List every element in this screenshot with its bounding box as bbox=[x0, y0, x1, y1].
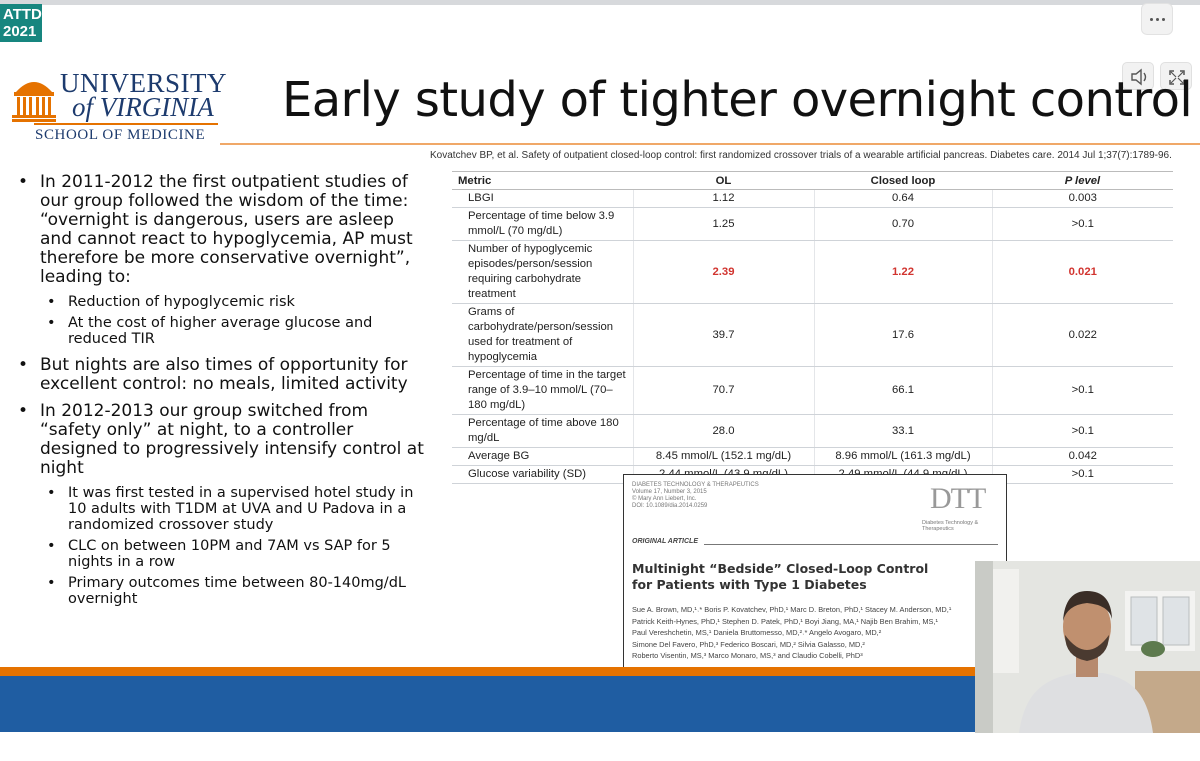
article-title-line: Multinight “Bedside” Closed-Loop Control bbox=[632, 561, 929, 576]
table-cell: 0.64 bbox=[814, 190, 992, 208]
bullet-list bbox=[18, 173, 428, 612]
author-line: Roberto Visentin, MS,³ Marco Monaro, MS,³ and Claudio Cobelli, PhD³ bbox=[632, 651, 863, 661]
table-cell: 17.6 bbox=[814, 304, 992, 367]
journal-name: DIABETES TECHNOLOGY & THERAPEUTICS bbox=[632, 482, 759, 488]
sub-bullet-item: • It was first tested in a supervised hotel study in 10 adults with T1DM at UVA and U Padova in a randomized crossover study bbox=[18, 485, 428, 533]
journal-publisher: © Mary Ann Liebert, Inc. bbox=[632, 496, 697, 502]
column-header: P level bbox=[992, 172, 1173, 190]
table-cell: >0.1 bbox=[992, 466, 1173, 484]
slide-title: Early study of tighter overnight control bbox=[282, 72, 1193, 128]
bullet-item: • In 2011-2012 the first outpatient studies of our group followed the wisdom of the time: “overnight is dangerous, users are asleep and cannot react to hypoglycemia, AP must therefore be more conservative overnight”, leading to: bbox=[18, 173, 428, 287]
table-cell: 0.70 bbox=[814, 208, 992, 241]
table-cell: >0.1 bbox=[992, 415, 1173, 448]
column-header: Metric bbox=[452, 172, 633, 190]
table-cell: LBGI bbox=[452, 190, 633, 208]
table-cell: Glucose variability (SD) bbox=[452, 466, 633, 484]
bullet-item: • In 2012-2013 our group switched from “safety only” at night, to a controller designed to progressively intensify control at night bbox=[18, 402, 428, 478]
table-cell: 8.45 mmol/L (152.1 mg/dL) bbox=[633, 448, 814, 466]
dtt-logo-subtitle: Diabetes Technology & Therapeutics bbox=[922, 520, 979, 532]
more-options-button[interactable] bbox=[1141, 3, 1173, 35]
results-table bbox=[452, 171, 1173, 484]
attd-logo-line1: ATTD bbox=[3, 6, 42, 23]
uva-word-university: UNIVERSITY bbox=[60, 68, 227, 98]
article-clipping bbox=[623, 474, 1007, 668]
table-cell: Average BG bbox=[452, 448, 633, 466]
journal-doi: DOI: 10.1089/dia.2014.0259 bbox=[632, 503, 708, 509]
sub-bullet-item: • CLC on between 10PM and 7AM vs SAP for 5 nights in a row bbox=[18, 538, 428, 570]
uva-rule bbox=[34, 123, 218, 125]
attd-logo-line2: 2021 bbox=[3, 23, 37, 40]
more-horizontal-icon-dot bbox=[1156, 18, 1159, 21]
more-horizontal-icon-dot bbox=[1162, 18, 1165, 21]
rotunda-icon bbox=[12, 70, 56, 122]
title-divider bbox=[220, 143, 1200, 145]
table-cell: 0.022 bbox=[992, 304, 1173, 367]
table-cell: 0.042 bbox=[992, 448, 1173, 466]
sub-bullet-item: • Reduction of hypoglycemic risk bbox=[18, 294, 428, 310]
table-cell: Percentage of time in the target range of 3.9–10 mmol/L (70–180 mg/dL) bbox=[452, 367, 633, 415]
table-cell: >0.1 bbox=[992, 367, 1173, 415]
table-cell: 1.12 bbox=[633, 190, 814, 208]
table-cell: 70.7 bbox=[633, 367, 814, 415]
table-cell: 66.1 bbox=[814, 367, 992, 415]
author-line: Sue A. Brown, MD,¹˒* Boris P. Kovatchev, PhD,¹ Marc D. Breton, PhD,¹ Stacey M. Anderson, MD,¹ bbox=[632, 605, 952, 614]
table-cell: 0.021 bbox=[992, 241, 1173, 304]
article-authors bbox=[632, 604, 1002, 662]
sub-bullet-item: • Primary outcomes time between 80-140mg/dL overnight bbox=[18, 575, 428, 607]
table-cell: >0.1 bbox=[992, 208, 1173, 241]
article-title bbox=[632, 561, 992, 593]
more-horizontal-icon bbox=[1150, 18, 1153, 21]
table-cell: Grams of carbohydrate/person/session used for treatment of hypoglycemia bbox=[452, 304, 633, 367]
column-header: Closed loop bbox=[814, 172, 992, 190]
table-row bbox=[452, 448, 1173, 466]
citation: Kovatchev BP, et al. Safety of outpatient closed-loop control: first randomized crossover trials of a wearable artificial pancreas. Diabetes care. 2014 Jul 1;37(7):1789-96. bbox=[430, 150, 1172, 161]
table-row bbox=[452, 415, 1173, 448]
table-row bbox=[452, 208, 1173, 241]
table-cell: 1.22 bbox=[814, 241, 992, 304]
author-line: Patrick Keith-Hynes, PhD,¹ Stephen D. Patek, PhD,¹ Boyi Jiang, MA,¹ Najib Ben Brahim, MS,¹ bbox=[632, 616, 939, 626]
table-cell: 28.0 bbox=[633, 415, 814, 448]
table-row bbox=[452, 190, 1173, 208]
table-cell: Percentage of time above 180 mg/dL bbox=[452, 415, 633, 448]
table-cell: 2.39 bbox=[633, 241, 814, 304]
author-line: Paul Vereshchetin, MS,¹ Daniela Bruttomesso, MD,²˒* Angelo Avogaro, MD,² bbox=[632, 628, 882, 638]
table-cell: Percentage of time below 3.9 mmol/L (70 mg/dL) bbox=[452, 208, 633, 241]
table-cell: 39.7 bbox=[633, 304, 814, 367]
dtt-logo: DTT bbox=[930, 482, 986, 515]
speaker-video-thumbnail[interactable] bbox=[975, 561, 1200, 733]
bullet-item: • But nights are also times of opportunity for excellent control: no meals, limited activity bbox=[18, 356, 428, 394]
uva-word-virginia: of VIRGINIA bbox=[72, 92, 214, 122]
table-row bbox=[452, 367, 1173, 415]
top-window-bar bbox=[0, 0, 1200, 5]
journal-info bbox=[632, 482, 822, 510]
table-cell: 0.003 bbox=[992, 190, 1173, 208]
table-cell: 1.25 bbox=[633, 208, 814, 241]
journal-volume: Volume 17, Number 3, 2015 bbox=[632, 489, 707, 495]
uva-logo bbox=[10, 66, 227, 146]
table-cell: Number of hypoglycemic episodes/person/session requiring carbohydrate treatment bbox=[452, 241, 633, 304]
article-title-line: for Patients with Type 1 Diabetes bbox=[632, 577, 867, 592]
table-cell: 33.1 bbox=[814, 415, 992, 448]
article-label: ORIGINAL ARTICLE bbox=[632, 538, 704, 545]
table-row-highlighted bbox=[452, 241, 1173, 304]
uva-school-name: SCHOOL OF MEDICINE bbox=[35, 127, 206, 143]
table-header-row bbox=[452, 172, 1173, 190]
table-cell: 8.96 mmol/L (161.3 mg/dL) bbox=[814, 448, 992, 466]
author-line: Simone Del Favero, PhD,³ Federico Boscari, MD,² Silvia Galasso, MD,² bbox=[632, 639, 865, 649]
sub-bullet-item: • At the cost of higher average glucose and reduced TIR bbox=[18, 315, 428, 347]
column-header: OL bbox=[633, 172, 814, 190]
speaker-video-frame bbox=[975, 561, 1200, 733]
table-row bbox=[452, 304, 1173, 367]
attd-logo bbox=[0, 4, 42, 42]
